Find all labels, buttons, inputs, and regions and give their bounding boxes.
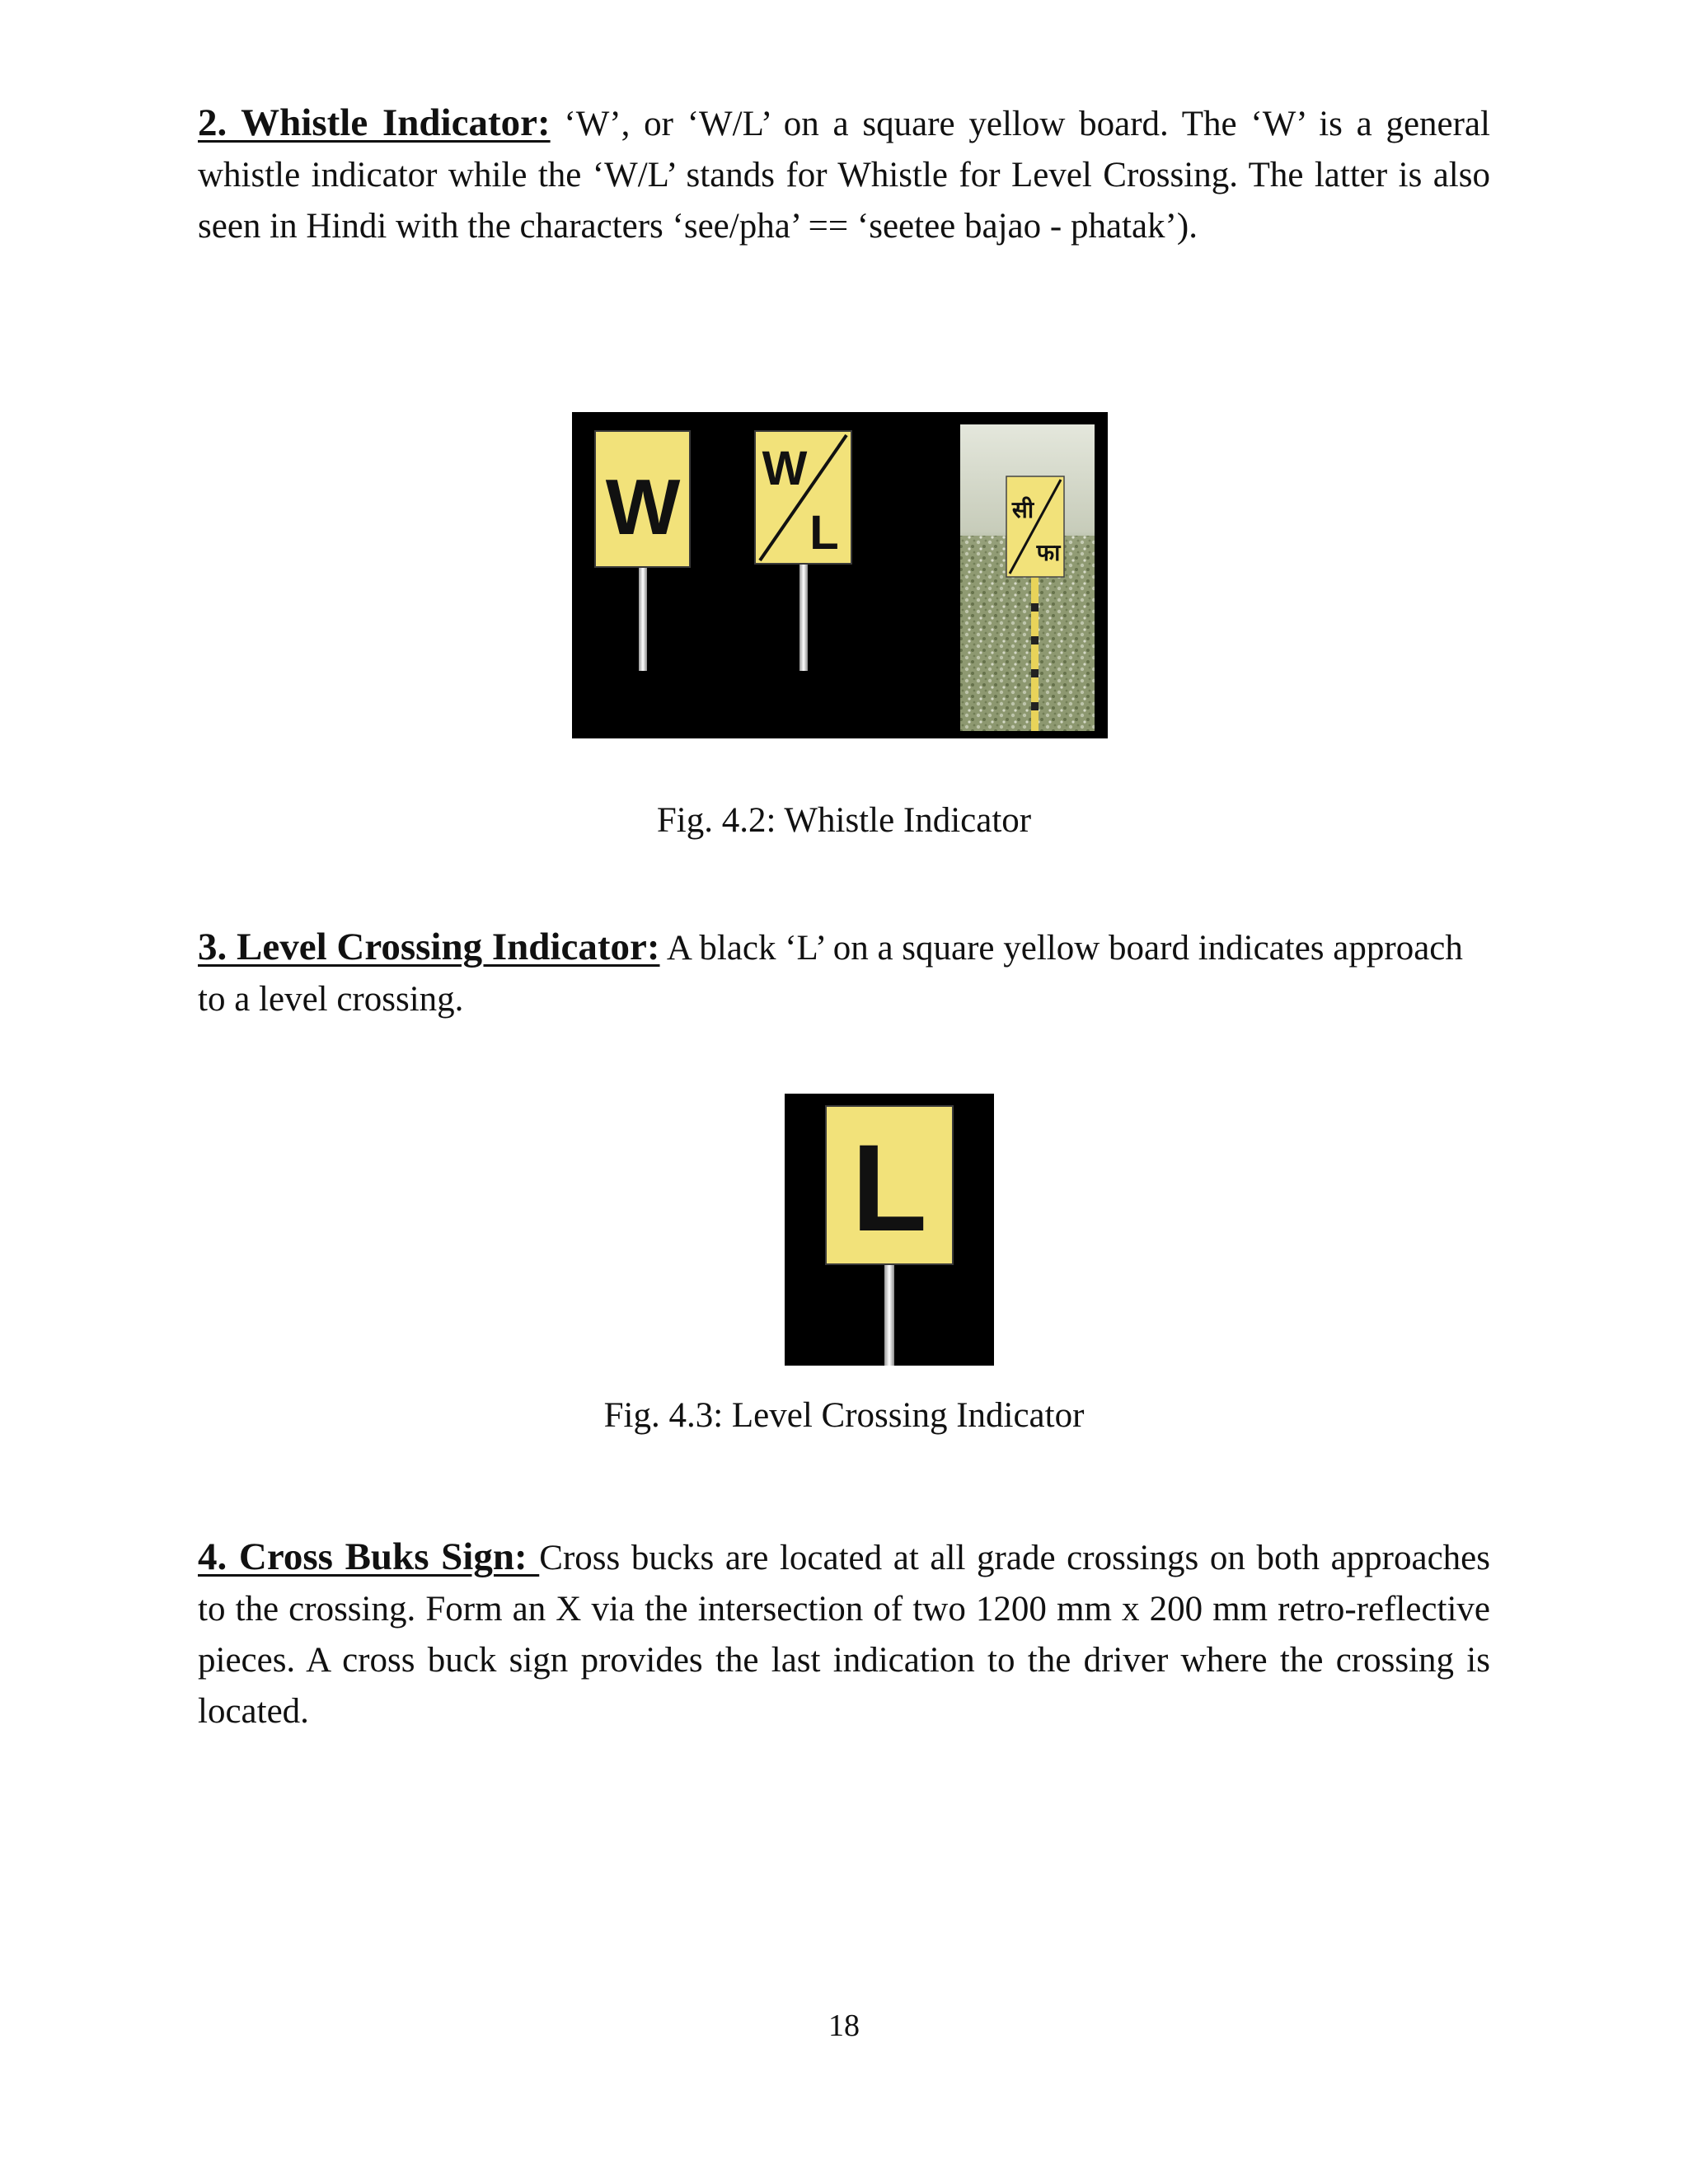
whistle-indicator-image (572, 412, 1108, 738)
cross-bucks-sign-paragraph (198, 1531, 1490, 1737)
hindi-sign-top-text: सी (1011, 496, 1034, 523)
hindi-sign-bottom-text: फा (1036, 539, 1061, 566)
l-sign-pole (884, 1264, 894, 1366)
whistle-indicator-heading: 2. Whistle Indicator: (198, 101, 551, 144)
figure-4-3-caption: Fig. 4.3: Level Crossing Indicator (603, 1396, 1085, 1435)
whistle-indicator-paragraph (198, 97, 1490, 252)
page-number: 18 (828, 2008, 860, 2043)
figure-4-2-caption: Fig. 4.2: Whistle Indicator (656, 801, 1032, 840)
level-crossing-indicator-figure (785, 1094, 994, 1366)
w-sign-pole (639, 567, 647, 671)
l-sign-letter: L (851, 1118, 927, 1257)
level-crossing-indicator-paragraph (198, 921, 1490, 1025)
wl-sign-pole (799, 564, 808, 671)
whistle-indicator-text: ‘W’, or ‘W/L’ on a square yellow board. The ‘W’ is a general whistle indicator while the ‘W/L’ stands for Whistle for Level Crossing. The latter is also seen in Hindi with the characters ‘see/pha’ == ‘seetee bajao - phatak’). (198, 105, 1490, 246)
cross-bucks-sign-text: Cross bucks are located at all grade crossings on both approaches to the crossing. Form an X via the intersection of two 1200 mm x 200 mm retro-reflective pieces. A cross buck sign provides the last indication to the driver where the crossing is located. (198, 1539, 1490, 1731)
w-sign-letter: W (605, 463, 681, 551)
cross-bucks-sign-heading: 4. Cross Buks Sign: (198, 1535, 540, 1578)
level-crossing-indicator-image (785, 1094, 994, 1366)
level-crossing-indicator-text: A black ‘L’ on a square yellow board indicates approach to a level crossing. (198, 929, 1463, 1019)
wl-sign-letter-l: L (809, 506, 839, 560)
level-crossing-indicator-heading: 3. Level Crossing Indicator: (198, 926, 660, 968)
wl-sign-letter-w: W (762, 442, 808, 495)
whistle-indicator-figure (572, 412, 1108, 738)
